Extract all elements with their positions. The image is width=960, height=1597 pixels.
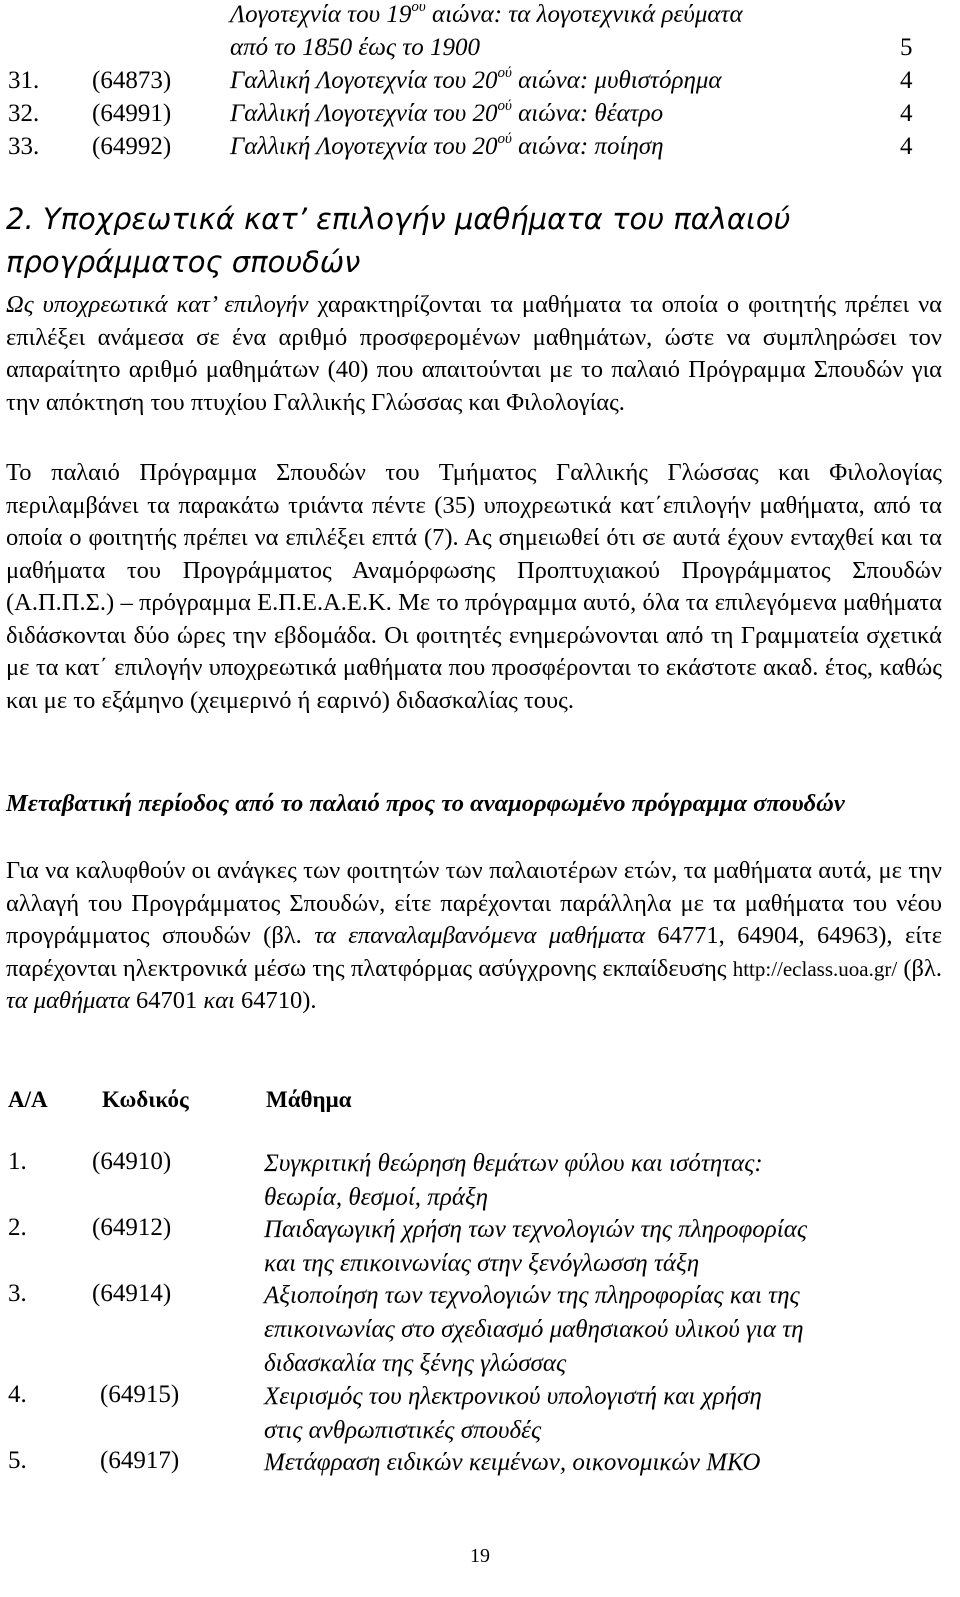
list-item-credits: 4	[900, 67, 913, 94]
list-continuation-line1	[230, 0, 743, 30]
table-row-number: 5.	[8, 1447, 27, 1474]
italic-term: Ως υποχρεωτικά κατ’ επιλογήν	[6, 291, 309, 318]
text: Γαλλική Λογοτεχνία του 20	[230, 133, 498, 160]
list-item-code: (64991)	[92, 100, 172, 127]
table-row-number: 3.	[8, 1280, 27, 1307]
paragraph-definition	[6, 289, 942, 419]
text: αιώνα: τα λογοτεχνικά ρεύματα	[425, 1, 743, 28]
text: Για να καλυφθούν οι ανάγκες των φοιτητών των παλαιοτέρων ετών, τα μαθήματα αυτά, με την αλλαγή του Προγράμματος Σπουδών, είτε παρέχονται παράλληλα με τα μαθήματα του νέου προγράμματος σπουδών (βλ.	[6, 857, 942, 949]
list-item-number: 33.	[8, 133, 40, 160]
table-header-code: Κωδικός	[102, 1087, 189, 1112]
list-item-number: 32.	[8, 100, 40, 127]
section-heading-line1: 2. Υποχρεωτικά κατ’ επιλογήν μαθήματα του παλαιού	[6, 202, 791, 236]
list-item-title	[230, 132, 664, 162]
text: Γαλλική Λογοτεχνία του 20	[230, 100, 498, 127]
superscript: ού	[497, 98, 512, 114]
table-row-title-line: θεωρία, θεσμοί, πράξη	[264, 1184, 489, 1211]
text: Γαλλική Λογοτεχνία του 20	[230, 67, 498, 94]
list-item-credits: 4	[900, 133, 913, 160]
table-row-title-line: στις ανθρωπιστικές σπουδές	[264, 1417, 542, 1444]
table-row-title-line: Παιδαγωγική χρήση των τεχνολογιών της πληροφορίας	[264, 1216, 807, 1243]
paragraph-old-program: Το παλαιό Πρόγραμμα Σπουδών του Τμήματος Γαλλικής Γλώσσας και Φιλολογίας περιλαμβάνει τα παρακάτω τριάντα πέντε (35) υποχρεωτικά κατ΄επιλογήν μαθήματα, από τα οποία ο φοιτητής πρέπει να επιλέξει επτά (7). Ας σημειωθεί ότι σε αυτά έχουν ενταχθεί και τα μαθήματα του Προγράμματος Αναμόρφωσης Προπτυχιακού Προγράμματος Σπουδών (Α.Π.Π.Σ.) – πρόγραμμα Ε.Π.Ε.Α.Ε.Κ. Με το πρόγραμμα αυτό, όλα τα επιλεγόμενα μαθήματα διδάσκονται δύο ώρες την εβδομάδα. Οι φοιτητές ενημερώνονται από τη Γραμματεία σχετικά με τα κατ΄ επιλογήν υποχρεωτικά μαθήματα που προσφέρονται το εκάστοτε ακαδ. έτος, καθώς και με το εξάμηνο (χειμερινό ή εαρινό) διδασκαλίας τους.	[6, 459, 942, 714]
table-row-title-line: Μετάφραση ειδικών κειμένων, οικονομικών ΜΚΟ	[264, 1449, 761, 1476]
table-row-title-line: επικοινωνίας στο σχεδιασμό μαθησιακού υλικού για τη	[264, 1316, 804, 1343]
table-row-code: (64912)	[92, 1214, 172, 1241]
table-header-course: Μάθημα	[266, 1087, 352, 1112]
list-continuation-line2: από το 1850 έως το 1900	[230, 34, 480, 61]
list-item-credits: 4	[900, 100, 913, 127]
table-row-title-line: διδασκαλία της ξένης γλώσσας	[264, 1350, 567, 1377]
table-header-aa: Α/Α	[8, 1087, 48, 1112]
list-item-title	[230, 99, 663, 129]
table-row-number: 1.	[8, 1148, 27, 1175]
eclass-link[interactable]: http://eclass.uoa.gr/	[732, 956, 898, 981]
list-item-title	[230, 66, 722, 96]
list-item-code: (64992)	[92, 133, 172, 160]
text: 64771, 64904, 64963), είτε παρέχονται ηλεκτρονικά μέσω της πλατφόρμας ασύγχρονης εκπαίδευσης	[6, 922, 942, 982]
table-row-title-line: και της επικοινωνίας στην ξενόγλωσση τάξη	[264, 1250, 700, 1277]
italic-text: τα επαναλαμβανόμενα μαθήματα	[314, 922, 646, 949]
table-row-title-line: Αξιοποίηση των τεχνολογιών της πληροφορίας και της	[264, 1282, 800, 1309]
table-row-title-line: Χειρισμός του ηλεκτρονικού υπολογιστή και χρήση	[264, 1383, 762, 1410]
list-item-number: 31.	[8, 67, 40, 94]
text: αιώνα: μυθιστόρημα	[511, 67, 722, 94]
table-row-code: (64915)	[100, 1381, 180, 1408]
superscript: ού	[497, 131, 512, 147]
text: 64710).	[234, 987, 317, 1014]
italic-text: και	[203, 987, 235, 1014]
table-row-number: 2.	[8, 1214, 27, 1241]
text: αιώνα: ποίηση	[511, 133, 664, 160]
text: 64701	[129, 987, 204, 1014]
table-row-code: (64910)	[92, 1148, 172, 1175]
section-heading-line2: προγράμματος σπουδών	[6, 245, 361, 279]
list-item-code: (64873)	[92, 67, 172, 94]
text: χαρακτηρίζονται τα μαθήματα τα οποία ο φοιτητής πρέπει να επιλέξει ανάμεσα σε ένα αριθμό προσφερομένων μαθημάτων, ώστε να συμπληρώσει τον απαραίτητο αριθμό μαθημάτων (40) που απαιτούνται με το παλαιό Πρόγραμμα Σπουδών για την απόκτηση του πτυχίου Γαλλικής Γλώσσας και Φιλολογίας.	[6, 291, 942, 416]
page-number: 19	[470, 1545, 490, 1567]
table-row-code: (64914)	[92, 1280, 172, 1307]
text: Λογοτεχνία του 19	[230, 1, 412, 28]
superscript: ου	[411, 0, 426, 15]
text: (βλ.	[897, 954, 942, 982]
transition-heading: Μεταβατική περίοδος από το παλαιό προς το αναμορφωμένο πρόγραμμα σπουδών	[6, 790, 845, 817]
text: αιώνα: θέατρο	[511, 100, 664, 127]
table-row-title-line: Συγκριτική θεώρηση θεμάτων φύλου και ισότητας:	[264, 1150, 763, 1177]
table-row-code: (64917)	[100, 1447, 180, 1474]
italic-text: τα μαθήματα	[6, 987, 130, 1014]
superscript: ού	[497, 65, 512, 81]
paragraph-transition	[6, 855, 942, 1018]
table-row-number: 4.	[8, 1381, 27, 1408]
list-continuation-credits: 5	[900, 34, 913, 61]
